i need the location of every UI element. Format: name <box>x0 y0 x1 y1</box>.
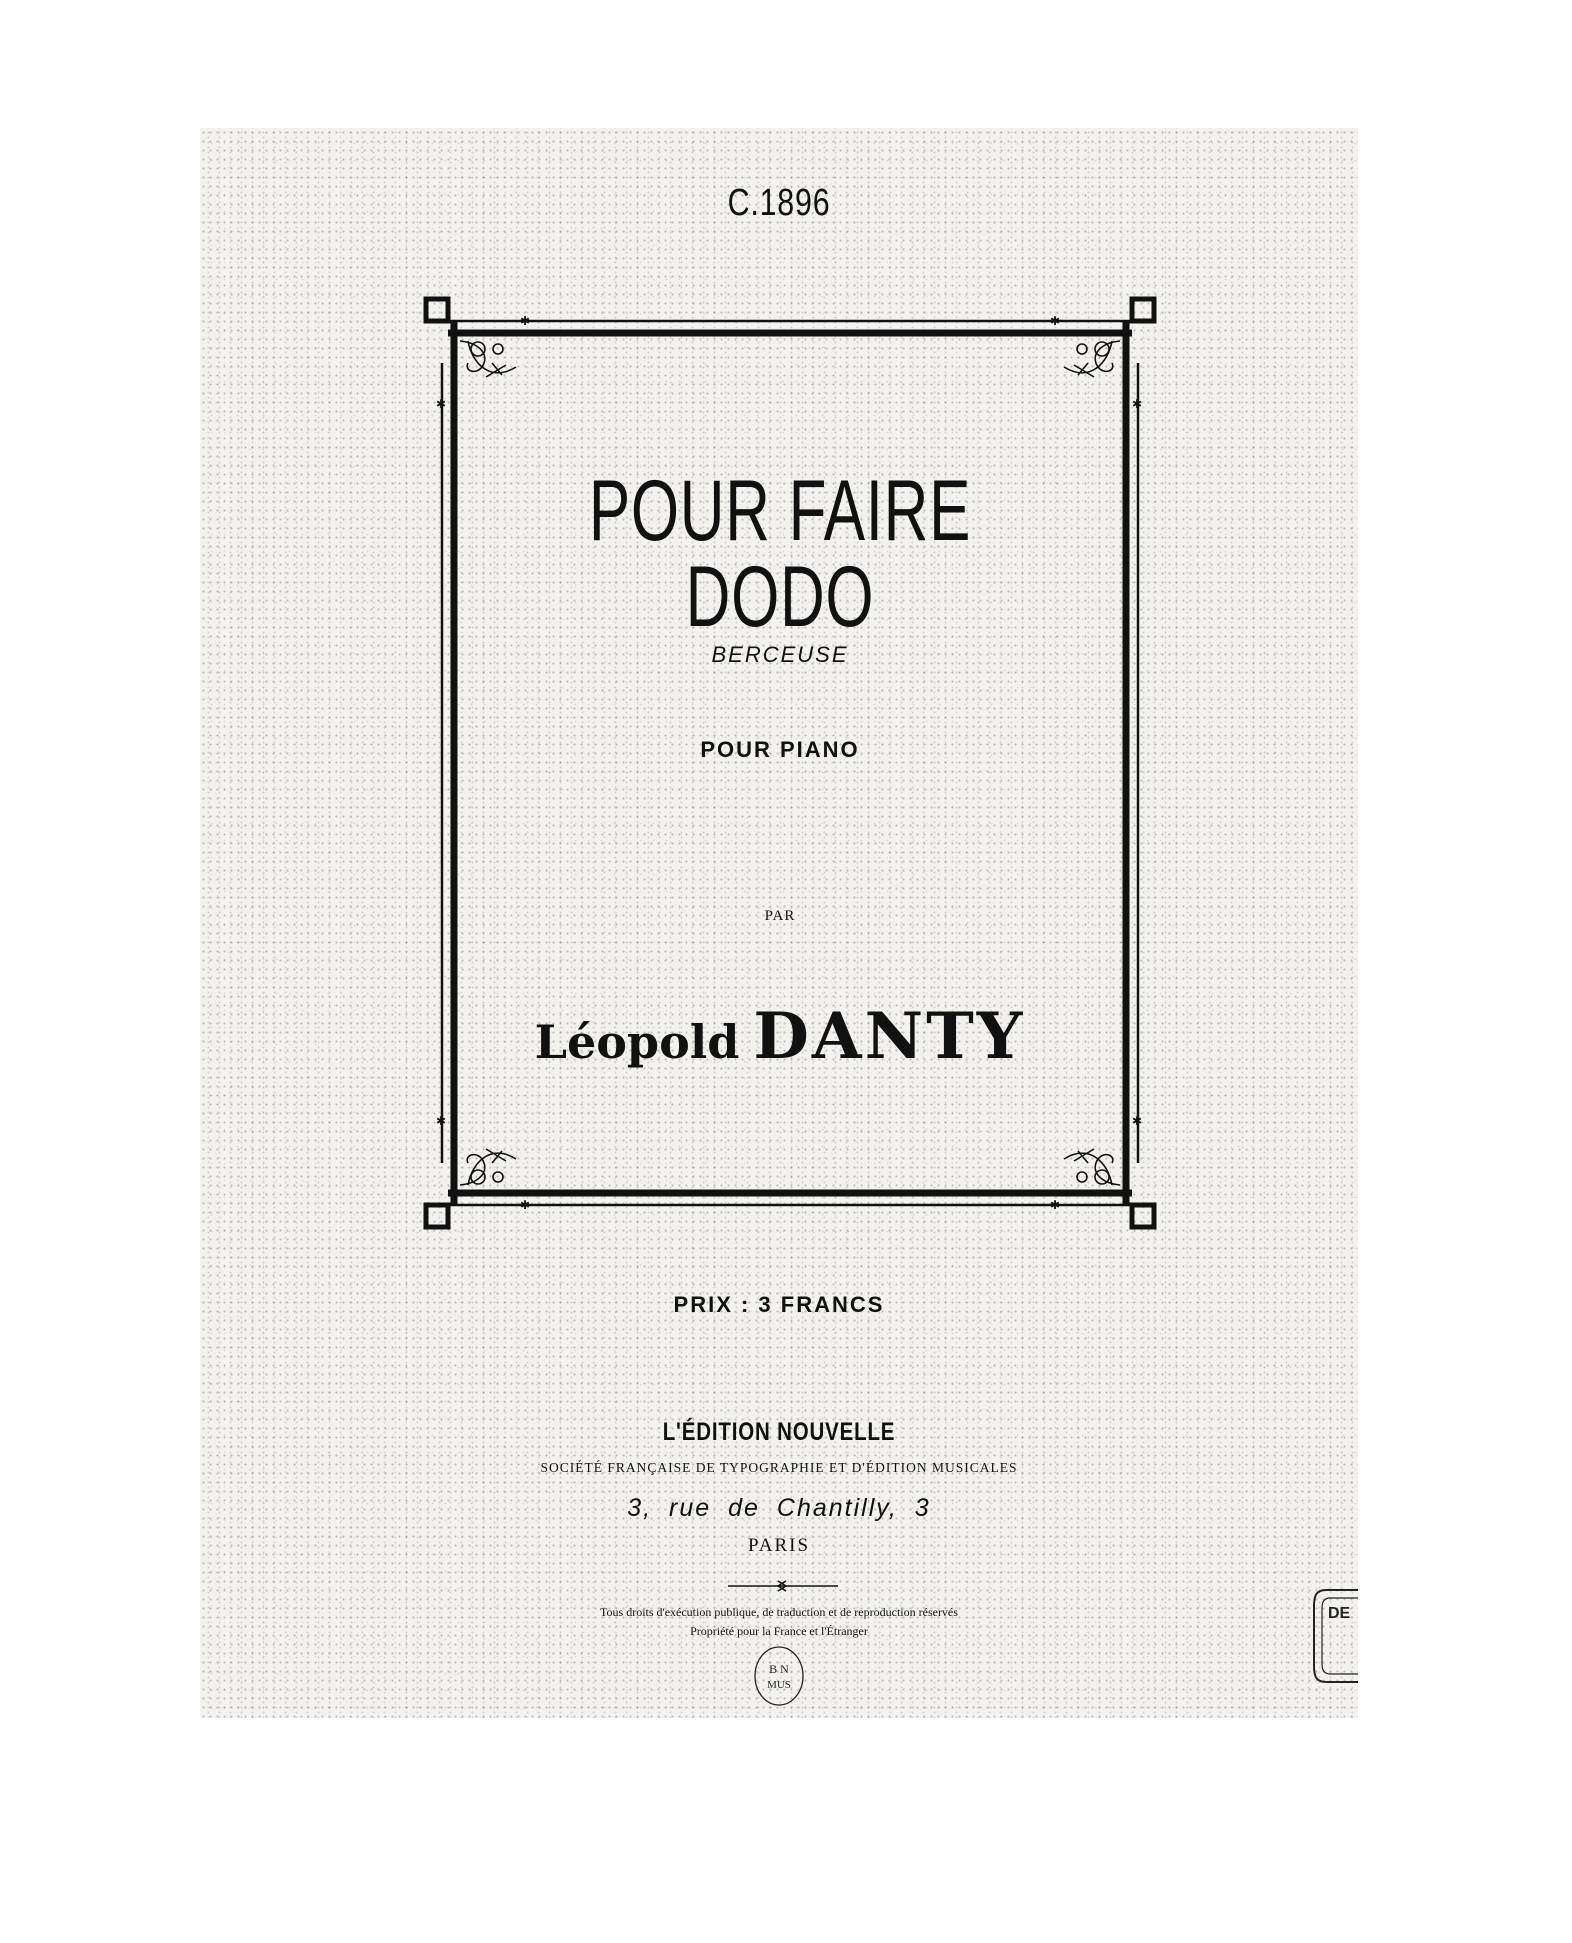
svg-text:✱: ✱ <box>1050 314 1061 328</box>
publisher-society: SOCIÉTÉ FRANÇAISE DE TYPOGRAPHIE ET D'ÉDITION MUSICALES <box>540 1460 1018 1475</box>
svg-text:B N: B N <box>769 1662 789 1676</box>
svg-text:✱: ✱ <box>1132 397 1143 411</box>
ornamental-frame <box>420 293 1160 1233</box>
catalog-mark: C.1896 <box>727 182 831 224</box>
edge-stamp <box>1310 1586 1358 1686</box>
rights-notice <box>200 1603 1358 1641</box>
composer-name <box>430 999 1130 1074</box>
by-line: PAR <box>764 908 796 924</box>
svg-text:DE: DE <box>1328 1605 1351 1622</box>
divider-ornament <box>728 1580 838 1592</box>
library-stamp <box>752 1644 806 1708</box>
publisher-name: L'ÉDITION NOUVELLE <box>662 1418 896 1446</box>
publisher-city: PARIS <box>747 1535 811 1556</box>
rights-line-2: Propriété pour la France et l'Étranger <box>690 1624 868 1638</box>
svg-text:✱: ✱ <box>1132 1114 1143 1128</box>
composer-last-name: DANTY <box>753 999 1026 1074</box>
svg-text:✱: ✱ <box>1050 1198 1061 1212</box>
svg-text:MUS: MUS <box>767 1679 791 1691</box>
subtitle: BERCEUSE <box>711 642 849 667</box>
svg-text:✱: ✱ <box>520 314 531 328</box>
composer-first-name: Léopold <box>534 1015 740 1069</box>
price: PRIX : 3 FRANCS <box>673 1292 885 1317</box>
svg-text:✱: ✱ <box>436 397 447 411</box>
svg-text:✱: ✱ <box>436 1114 447 1128</box>
svg-text:✱: ✱ <box>520 1198 531 1212</box>
rights-line-1: Tous droits d'exécution publique, de traduction et de reproduction réservés <box>600 1605 958 1619</box>
instrument-line: POUR PIANO <box>700 737 860 762</box>
page-title: POUR FAIRE DODO <box>588 463 972 645</box>
publisher-address: 3, rue de Chantilly, 3 <box>627 1494 931 1522</box>
